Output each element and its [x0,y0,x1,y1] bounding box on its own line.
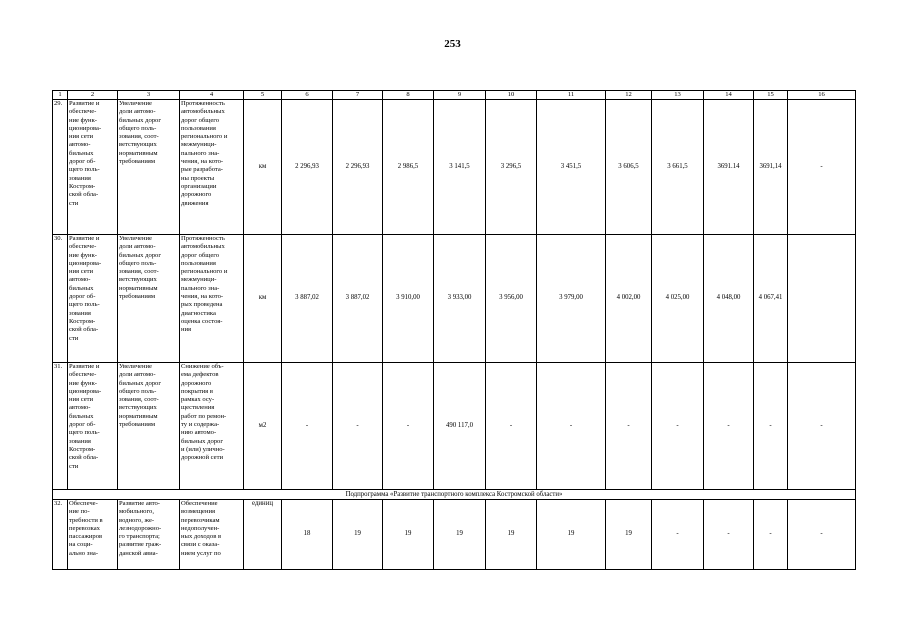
goal-cell-line: дорог об- [69,293,96,301]
goal-cell-line: Развитие и [69,363,100,370]
goal-cell-line: ние по- [69,508,90,516]
task-cell-line: Развитие авто- [119,500,160,507]
indicator-cell-line: ема дефектов [181,371,219,379]
value-cell: - [754,500,788,570]
goal-cell-line: ние функ- [69,251,97,259]
indicator-cell-line: чения, на кото- [181,158,224,166]
value-cell: 19 [486,500,537,570]
goal-cell-line: щего поль- [69,429,100,437]
indicator-cell-line: ния [181,326,192,334]
task-cell-line: лезнодорожно- [119,524,162,532]
value-cell: 3 296,5 [486,100,537,235]
goal-cell-line: бильных [69,284,94,292]
header-cell: 1 [53,91,68,100]
task-cell-line: зования, соот- [119,133,159,141]
value-cell: - [788,100,856,235]
goal-cell-line: ской обла- [69,191,99,199]
task-cell-line: водного, же- [119,516,155,524]
value-cell: 19 [606,500,652,570]
task-cell-line: общего поль- [119,259,157,267]
header-cell: 10 [486,91,537,100]
value-cell: - [606,363,652,490]
header-cell: 16 [788,91,856,100]
row-number: 31. [53,363,68,490]
value-cell: - [788,363,856,490]
indicator-cell-line: дорог общего [181,251,220,259]
value-cell: 4 048,00 [704,235,754,363]
header-row [53,91,856,100]
goal-cell [68,235,118,363]
task-cell-line: данской авиа- [119,549,158,557]
task-cell-line: требованиям [119,158,156,166]
header-cell: 3 [118,91,180,100]
indicator-cell [180,100,244,235]
value-cell: 3 451,5 [537,100,606,235]
task-cell-line: бильных дорог [119,251,162,259]
indicator-cell-line: пального зна- [181,149,220,157]
task-cell [118,500,180,570]
task-cell [118,363,180,490]
indicator-cell-line: пального зна- [181,284,220,292]
task-cell-line: Увеличение [119,363,152,370]
goal-cell-line: ние функ- [69,379,97,387]
indicator-cell-line: перевозчикам [181,516,220,524]
value-cell: 3 979,00 [537,235,606,363]
goal-cell-line: обеспече- [69,243,97,251]
task-cell-line: ветствующих [119,404,157,412]
task-cell-line: зования, соот- [119,396,159,404]
task-cell-line: нормативным [119,149,158,157]
indicator-cell-line: дорожной сети [181,454,223,462]
goal-cell-line: зования [69,174,91,182]
value-cell: - [537,363,606,490]
indicator-cell-line: дорог общего [181,116,220,124]
indicator-cell-line: дорожного [181,191,212,199]
indicators-table [52,90,856,570]
task-cell-line: нормативным [119,412,158,420]
indicator-cell-line: Обеспечение [181,500,218,507]
row-number: 30. [53,235,68,363]
header-cell: 14 [704,91,754,100]
goal-cell-line: автомо- [69,276,91,284]
goal-cell-line: Костром- [69,182,96,190]
goal-cell-line: сти [69,462,79,470]
value-cell: 3 956,00 [486,235,537,363]
task-cell-line: ветствующих [119,141,157,149]
value-cell: 18 [282,500,333,570]
goal-cell-line: бильных [69,412,94,420]
indicator-cell-line: нию автомо- [181,429,217,437]
value-cell: 490 117,0 [434,363,486,490]
unit-cell: км [244,235,282,363]
goal-cell-line: ционирова- [69,387,102,395]
indicator-cell-line: возмещения [181,508,216,516]
header-cell: 11 [537,91,606,100]
goal-cell-line: ально зна- [69,549,99,557]
value-cell: - [652,500,704,570]
goal-cell-line: Костром- [69,445,96,453]
indicator-cell-line: автомобильных [181,108,225,116]
goal-cell-line: требности в [69,516,103,524]
task-cell-line: общего поль- [119,124,157,132]
indicator-cell-line: ных доходов в [181,533,222,541]
task-cell-line: мобильного, [119,508,154,516]
subprogram-title: Подпрограмма «Развитие транспортного комплекса Костромской области» [53,490,856,500]
goal-cell-line: сти [69,199,79,207]
task-cell-line: доли автомо- [119,108,156,116]
goal-cell-line: перевозках [69,524,100,532]
indicator-cell-line: межмуници- [181,276,217,284]
header-cell: 15 [754,91,788,100]
value-cell: 3691.14 [704,100,754,235]
goal-cell-line: сти [69,334,79,342]
header-cell: 5 [244,91,282,100]
goal-cell-line: автомо- [69,404,91,412]
header-cell: 7 [333,91,383,100]
indicator-cell-line: и (или) улично- [181,445,225,453]
goal-cell-line: щего поль- [69,301,100,309]
task-cell-line: развитие граж- [119,541,162,549]
indicator-cell-line: рых проведена [181,301,223,309]
goal-cell-line: щего поль- [69,166,100,174]
indicator-cell-line: ны проекты [181,174,215,182]
header-cell: 2 [68,91,118,100]
indicator-cell-line: регионального и [181,268,228,276]
indicator-cell-line: дорожного [181,379,212,387]
page-number: 253 [444,38,461,50]
goal-cell [68,363,118,490]
value-cell: 3 933,00 [434,235,486,363]
task-cell-line: требованиям [119,421,156,429]
value-cell: 3 661,5 [652,100,704,235]
task-cell-line: Увеличение [119,100,152,107]
goal-cell-line: ния сети [69,268,94,276]
goal-cell-line: дорог об- [69,158,96,166]
value-cell: 3691,14 [754,100,788,235]
task-cell-line: ветствующих [119,276,157,284]
goal-cell [68,500,118,570]
subprogram-row [53,490,856,500]
indicator-cell-line: Протяженность [181,235,225,242]
table-row [53,100,856,235]
unit-cell: м2 [244,363,282,490]
goal-cell-line: ской обла- [69,326,99,334]
indicator-cell-line: ществления [181,404,215,412]
header-cell: 13 [652,91,704,100]
header-cell: 4 [180,91,244,100]
indicator-cell-line: межмуници- [181,141,217,149]
indicator-cell-line: недополучен- [181,524,220,532]
indicator-cell-line: диагностика [181,309,216,317]
goal-cell-line: бильных [69,149,94,157]
header-cell: 8 [383,91,434,100]
indicator-cell-line: рые разработа- [181,166,224,174]
goal-cell-line: дорог об- [69,421,96,429]
indicator-cell-line: нием услуг по [181,549,221,557]
goal-cell-line: на соци- [69,541,93,549]
goal-cell-line: ционирова- [69,124,102,132]
indicator-cell-line: бильных дорог [181,437,224,445]
goal-cell-line: автомо- [69,141,91,149]
value-cell: 19 [434,500,486,570]
indicator-cell-line: движения [181,199,209,207]
table-row [53,500,856,570]
value-cell: 19 [537,500,606,570]
task-cell-line: доли автомо- [119,371,156,379]
value-cell: 3 606,5 [606,100,652,235]
indicator-cell [180,363,244,490]
value-cell: - [704,500,754,570]
task-cell-line: доли автомо- [119,243,156,251]
goal-cell-line: ние функ- [69,116,97,124]
header-cell: 6 [282,91,333,100]
indicator-cell-line: автомобильных [181,243,225,251]
goal-cell-line: пассажиров [69,533,103,541]
task-cell-line: зования, соот- [119,268,159,276]
value-cell: - [704,363,754,490]
task-cell-line: го транспорта; [119,533,160,541]
value-cell: 2 296,93 [333,100,383,235]
value-cell: 2 296,93 [282,100,333,235]
goal-cell-line: Развитие и [69,100,100,107]
value-cell: - [652,363,704,490]
task-cell-line: нормативным [119,284,158,292]
table-row [53,235,856,363]
value-cell: 2 986,5 [383,100,434,235]
task-cell-line: общего поль- [119,387,157,395]
value-cell: - [333,363,383,490]
goal-cell-line: ния сети [69,396,94,404]
task-cell-line: бильных дорог [119,116,162,124]
value-cell: 4 067,41 [754,235,788,363]
goal-cell-line: зования [69,309,91,317]
value-cell: - [282,363,333,490]
value-cell: 3 887,02 [333,235,383,363]
value-cell: - [754,363,788,490]
goal-cell-line: зования [69,437,91,445]
indicator-cell-line: оценка состоя- [181,317,223,325]
header-cell: 9 [434,91,486,100]
indicator-cell-line: связи с оказа- [181,541,220,549]
task-cell [118,235,180,363]
goal-cell-line: Костром- [69,317,96,325]
value-cell: 3 887,02 [282,235,333,363]
indicator-cell-line: работ по ремон- [181,412,227,420]
goal-cell [68,100,118,235]
indicator-cell [180,235,244,363]
indicator-cell-line: чения, на кото- [181,293,224,301]
value-cell [788,235,856,363]
value-cell: - [383,363,434,490]
indicator-cell-line: Снижение объ- [181,363,224,370]
indicator-cell-line: рамках осу- [181,396,215,404]
indicator-cell [180,500,244,570]
unit-cell: единиц [244,500,282,570]
task-cell [118,100,180,235]
indicator-cell-line: Протяженность [181,100,225,107]
indicator-cell-line: организации [181,182,217,190]
goal-cell-line: ской обла- [69,454,99,462]
value-cell: 4 002,00 [606,235,652,363]
indicator-cell-line: покрытия в [181,387,213,395]
indicator-cell-line: пользования [181,259,216,267]
row-number: 32. [53,500,68,570]
value-cell: - [486,363,537,490]
goal-cell-line: обеспече- [69,108,97,116]
value-cell: 3 910,00 [383,235,434,363]
goal-cell-line: обеспече- [69,371,97,379]
indicator-cell-line: ту и содержа- [181,421,220,429]
header-cell: 12 [606,91,652,100]
unit-cell: км [244,100,282,235]
goal-cell-line: ния сети [69,133,94,141]
task-cell-line: бильных дорог [119,379,162,387]
value-cell: 19 [333,500,383,570]
value-cell: 4 025,00 [652,235,704,363]
goal-cell-line: Развитие и [69,235,100,242]
goal-cell-line: Обеспече- [69,500,98,507]
row-number: 29. [53,100,68,235]
indicator-cell-line: регионального и [181,133,228,141]
task-cell-line: Увеличение [119,235,152,242]
value-cell: 19 [383,500,434,570]
table-row [53,363,856,490]
goal-cell-line: ционирова- [69,259,102,267]
indicator-cell-line: пользования [181,124,216,132]
value-cell: 3 141,5 [434,100,486,235]
task-cell-line: требованиям [119,293,156,301]
value-cell: - [788,500,856,570]
